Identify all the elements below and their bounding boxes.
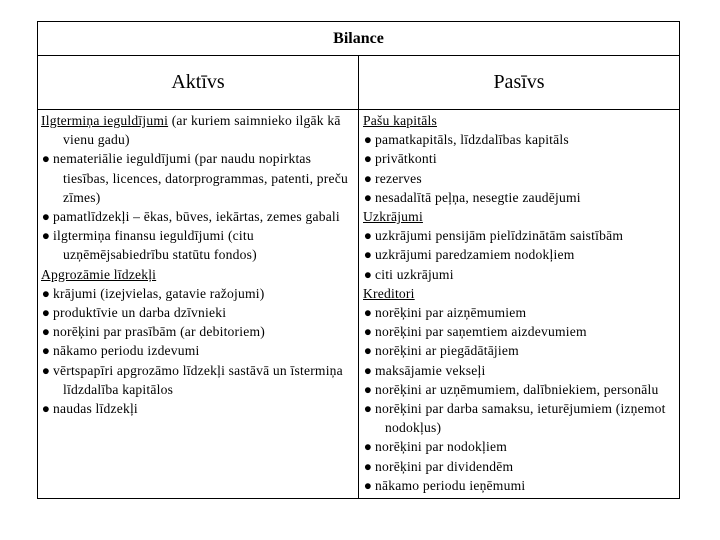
balance-sheet-table xyxy=(37,21,680,499)
list-item-text: norēķini ar uzņēmumiem, dalībniekiem, personālu xyxy=(375,381,659,397)
bullet-icon: ● xyxy=(41,362,51,378)
bullet-icon: ● xyxy=(363,458,373,474)
list-item xyxy=(363,322,677,341)
bullet-icon: ● xyxy=(363,343,373,359)
list-item-text: norēķini par aizņēmumiem xyxy=(375,305,527,321)
list-item xyxy=(363,188,677,207)
bullet-icon: ● xyxy=(41,343,51,359)
list-item-text: nākamo periodu izdevumi xyxy=(53,343,200,359)
list-item-text: norēķini par prasībām (ar debitoriem) xyxy=(53,324,265,340)
bullet-icon: ● xyxy=(363,266,373,282)
list-item xyxy=(363,476,677,495)
liabilities-column-header: Pasīvs xyxy=(493,71,545,93)
column-divider xyxy=(358,56,359,498)
bullet-icon: ● xyxy=(41,401,51,417)
bullet-icon: ● xyxy=(41,324,51,340)
list-item-text: norēķini par darba samaksu, ieturējumiem (izņemot nodokļus) xyxy=(375,401,666,436)
list-item-text: nesadalītā peļņa, nesegtie zaudējumi xyxy=(375,189,581,205)
list-item xyxy=(363,245,677,264)
bullet-icon: ● xyxy=(363,151,373,167)
liabilities-section-heading: Kreditori xyxy=(363,285,415,301)
list-item-text: maksājamie vekseļi xyxy=(375,362,486,378)
assets-section-heading: Apgrozāmie līdzekļi xyxy=(41,266,157,282)
bullet-icon: ● xyxy=(363,189,373,205)
list-item-text: citi uzkrājumi xyxy=(375,266,454,282)
list-item xyxy=(363,437,677,456)
bullet-icon: ● xyxy=(363,362,373,378)
bullet-icon: ● xyxy=(41,305,51,321)
list-item xyxy=(363,303,677,322)
list-item xyxy=(363,399,677,437)
list-item xyxy=(41,322,355,341)
bullet-icon: ● xyxy=(363,305,373,321)
list-item xyxy=(363,149,677,168)
list-item-text: ilgtermiņa finansu ieguldījumi (citu uzņēmējsabiedrību statūtu fondos) xyxy=(53,228,257,263)
list-item xyxy=(41,361,355,399)
list-item-text: nemateriālie ieguldījumi (par naudu nopirktas tiesības, licences, datorprogrammas, patenti, preču zīmes) xyxy=(53,151,348,205)
list-item xyxy=(363,457,677,476)
list-item xyxy=(41,149,355,207)
bullet-icon: ● xyxy=(41,285,51,301)
list-item-text: uzkrājumi pensijām pielīdzinātām saistībām xyxy=(375,228,624,244)
bullet-icon: ● xyxy=(363,477,373,493)
bullet-icon: ● xyxy=(363,132,373,148)
assets-column-header: Aktīvs xyxy=(171,71,225,93)
bullet-icon: ● xyxy=(363,439,373,455)
liabilities-column-body xyxy=(363,111,677,495)
list-item-text: norēķini par saņemtiem aizdevumiem xyxy=(375,324,587,340)
list-item xyxy=(41,303,355,322)
list-item-text: uzkrājumi paredzamiem nodokļiem xyxy=(375,247,575,263)
bullet-icon: ● xyxy=(363,324,373,340)
list-item xyxy=(363,130,677,149)
assets-section-heading xyxy=(41,111,355,149)
list-item-text: produktīvie un darba dzīvnieki xyxy=(53,305,227,321)
list-item xyxy=(41,399,355,418)
list-item xyxy=(363,265,677,284)
bullet-icon: ● xyxy=(363,247,373,263)
list-item-text: naudas līdzekļi xyxy=(53,401,138,417)
bullet-icon: ● xyxy=(363,228,373,244)
list-item-text: norēķini ar piegādātājiem xyxy=(375,343,519,359)
bullet-icon: ● xyxy=(41,151,51,167)
section-heading-suffix: (ar kuriem saimnieko ilgāk kā vienu gadu) xyxy=(63,113,341,148)
list-item xyxy=(363,341,677,360)
list-item xyxy=(41,284,355,303)
bullet-icon: ● xyxy=(363,170,373,186)
list-item-text: pamatkapitāls, līdzdalības kapitāls xyxy=(375,132,569,148)
bullet-icon: ● xyxy=(363,381,373,397)
list-item-text: norēķini par dividendēm xyxy=(375,458,514,474)
list-item xyxy=(363,226,677,245)
list-item-text: privātkonti xyxy=(375,151,437,167)
list-item xyxy=(363,361,677,380)
list-item-text: pamatlīdzekļi – ēkas, būves, iekārtas, zemes gabali xyxy=(53,209,340,225)
list-item-text: norēķini par nodokļiem xyxy=(375,439,508,455)
section-heading-text: Ilgtermiņa ieguldījumi xyxy=(41,113,169,128)
liabilities-section-heading: Uzkrājumi xyxy=(363,209,423,225)
list-item xyxy=(41,207,355,226)
list-item-text: krājumi (izejvielas, gatavie ražojumi) xyxy=(53,285,265,301)
bullet-icon: ● xyxy=(363,401,373,417)
assets-column-body xyxy=(41,111,355,418)
header-divider xyxy=(38,109,679,110)
list-item xyxy=(363,169,677,188)
list-item-text: rezerves xyxy=(375,170,422,186)
list-item-text: nākamo periodu ieņēmumi xyxy=(375,477,526,493)
liabilities-section-heading: Pašu kapitāls xyxy=(363,113,437,128)
bullet-icon: ● xyxy=(41,228,51,244)
bullet-icon: ● xyxy=(41,209,51,225)
list-item xyxy=(41,341,355,360)
table-title: Bilance xyxy=(38,22,679,56)
list-item xyxy=(363,380,677,399)
list-item-text: vērtspapīri apgrozāmo līdzekļi sastāvā un īstermiņa līdzdalība kapitālos xyxy=(53,362,343,397)
list-item xyxy=(41,226,355,264)
